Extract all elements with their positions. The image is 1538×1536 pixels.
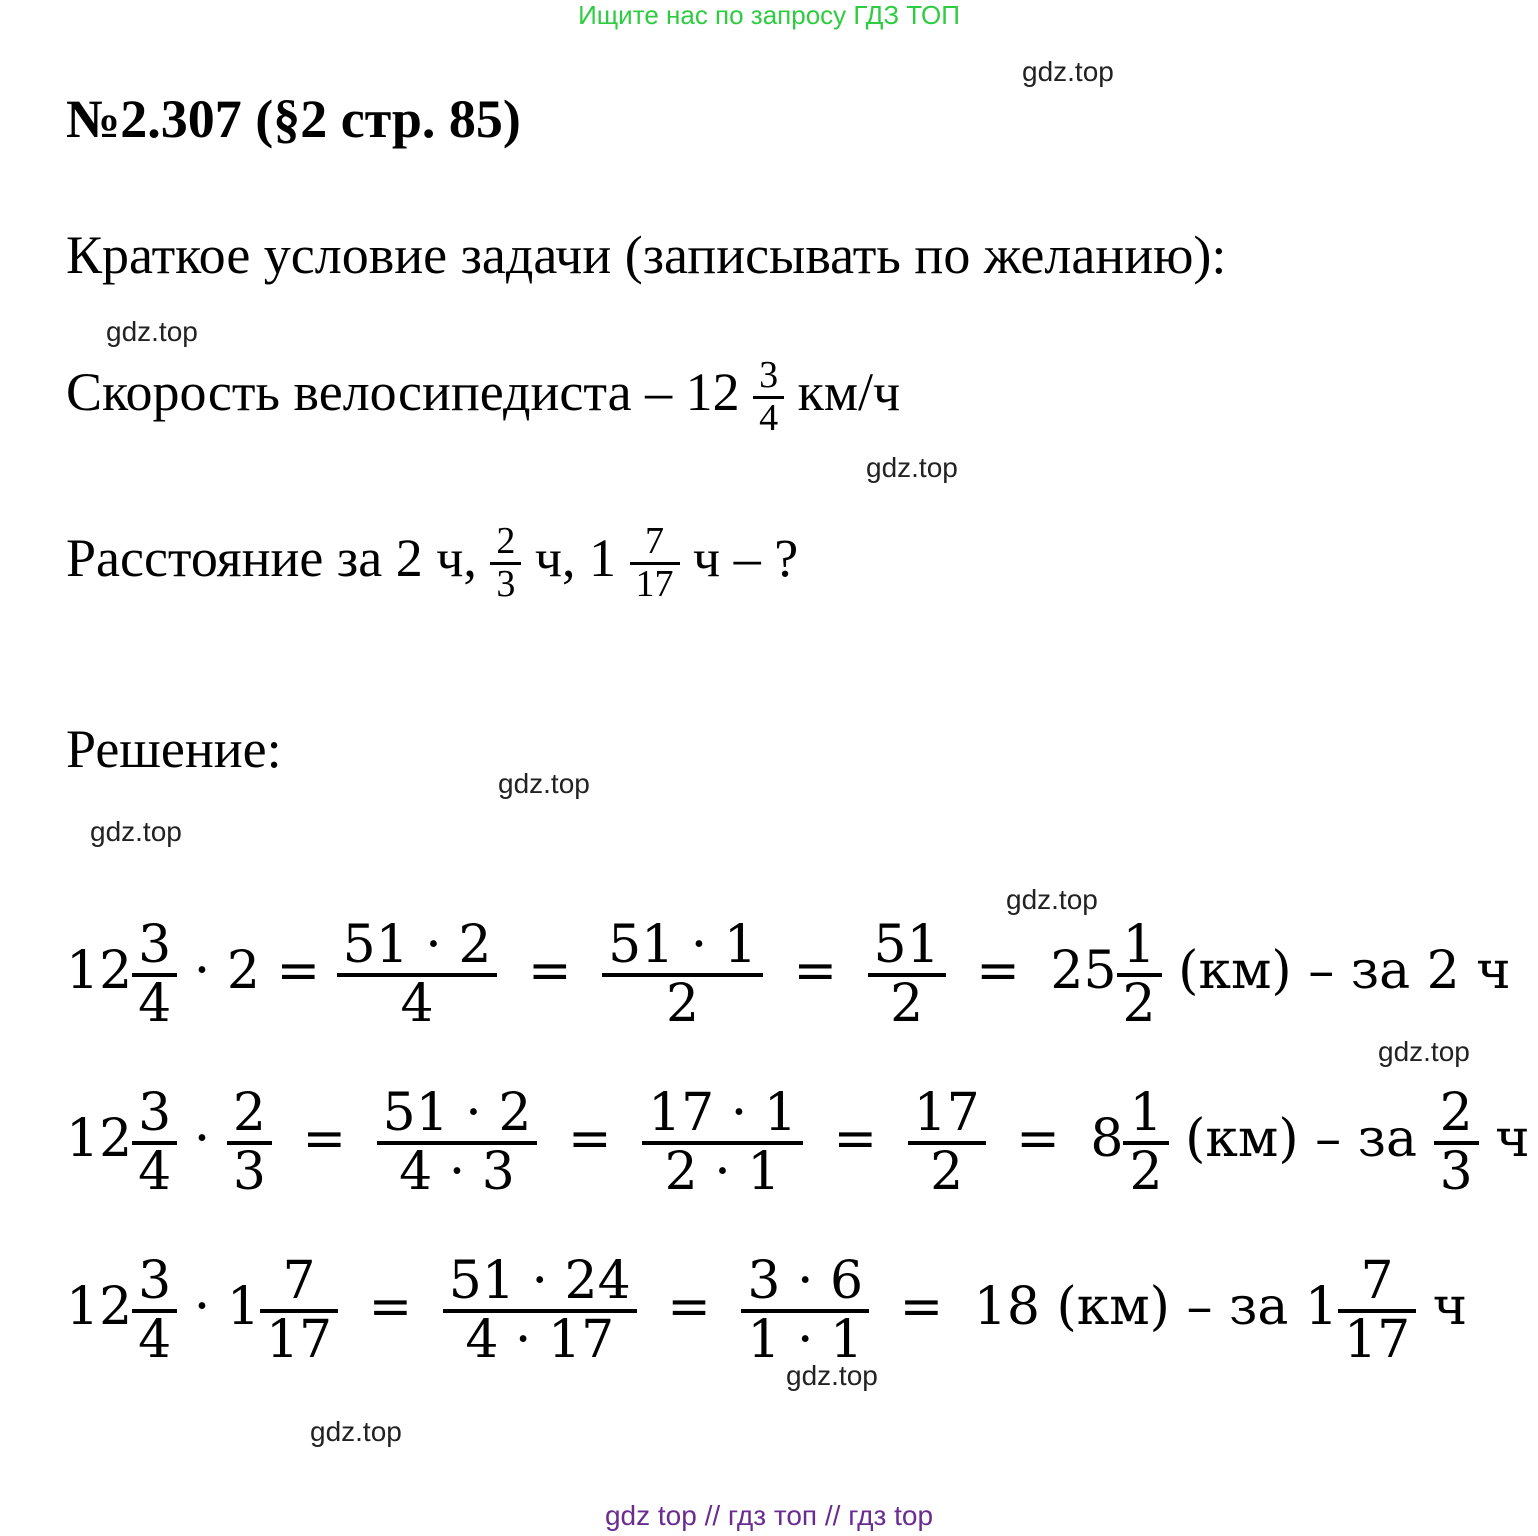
watermark: gdz.top [1022,56,1114,87]
fraction: $\frac{2}{3}$ [490,522,521,605]
watermark: gdz.top [90,816,182,847]
watermark: gdz.top [1378,1036,1470,1067]
fraction: $\frac{51 \cdot 2}{4}$ [337,918,498,1031]
equation-3: 12 $\frac{3}{4}$ · 1 $\frac{7}{17}$ = $\frac{51 \cdot 24}{4 \cdot 17}$ = $\frac{3 \cdot 6}{1 \cdot 1}$ = 18 (км) – за 1 $\frac{7}{17}$ ч [66,1251,1468,1370]
fraction: $\frac{1}{2}$ [1123,1086,1168,1199]
equation-1: 12 $\frac{3}{4}$ · 2 = $\frac{51 \cdot 2}{4}$ = $\frac{51 \cdot 1}{2}$ = $\frac{51}{2}$ = 25 $\frac{1}{2}$ (км) – за 2 ч [66,915,1511,1034]
fraction: $\frac{7}{17}$ [630,522,680,605]
condition-heading: Краткое условие задачи (записывать по желанию): [66,225,1227,285]
equation-2: 12 $\frac{3}{4}$ · $\frac{2}{3}$ = $\frac{51 \cdot 2}{4 \cdot 3}$ = $\frac{17 \cdot 1}{2 \cdot 1}$ = $\frac{17}{2}$ = 8 $\frac{1}{2}$ (км) – за $\frac{2}{3}$ ч [66,1083,1530,1202]
watermark: gdz.top [1006,884,1098,915]
speed-fraction: $\frac{3}{4}$ [753,356,784,439]
problem-title: №2.307 (§2 стр. 85) [66,89,521,149]
fraction: $\frac{51 \cdot 1}{2}$ [602,918,763,1031]
watermark: gdz.top [106,316,198,347]
search-banner: Ищите нас по запросу ГДЗ ТОП [578,0,960,30]
speed-prefix: Скорость велосипедиста – 12 [66,361,740,422]
fraction: $\frac{3}{4}$ [132,1086,177,1199]
fraction: $\frac{17 \cdot 1}{2 \cdot 1}$ [642,1086,803,1199]
fraction: $\frac{3}{4}$ [132,918,177,1031]
solution-heading: Решение: [66,719,282,779]
fraction: $\frac{7}{17}$ [260,1254,338,1367]
fraction: $\frac{1}{2}$ [1117,918,1162,1031]
fraction: $\frac{7}{17}$ [1338,1254,1416,1367]
footer-links[interactable]: gdz top // гдз топ // гдз top [604,1500,934,1531]
fraction: $\frac{51}{2}$ [868,918,946,1031]
fraction: $\frac{3}{4}$ [132,1254,177,1367]
fraction: $\frac{17}{2}$ [908,1086,986,1199]
speed-unit: км/ч [797,361,901,422]
watermark: gdz.top [498,768,590,799]
fraction: $\frac{3 \cdot 6}{1 \cdot 1}$ [741,1254,869,1367]
fraction: $\frac{2}{3}$ [1434,1086,1479,1199]
distance-line: Расстояние за 2 ч, $\frac{2}{3}$ ч, 1 $\frac{7}{17}$ ч – ? [66,520,799,605]
fraction: $\frac{51 \cdot 24}{4 \cdot 17}$ [443,1254,637,1367]
fraction: $\frac{51 \cdot 2}{4 \cdot 3}$ [377,1086,538,1199]
watermark: gdz.top [310,1416,402,1447]
watermark: gdz.top [866,452,958,483]
speed-line [66,356,900,439]
fraction: $\frac{2}{3}$ [227,1086,272,1199]
watermark: gdz.top [786,1360,878,1391]
